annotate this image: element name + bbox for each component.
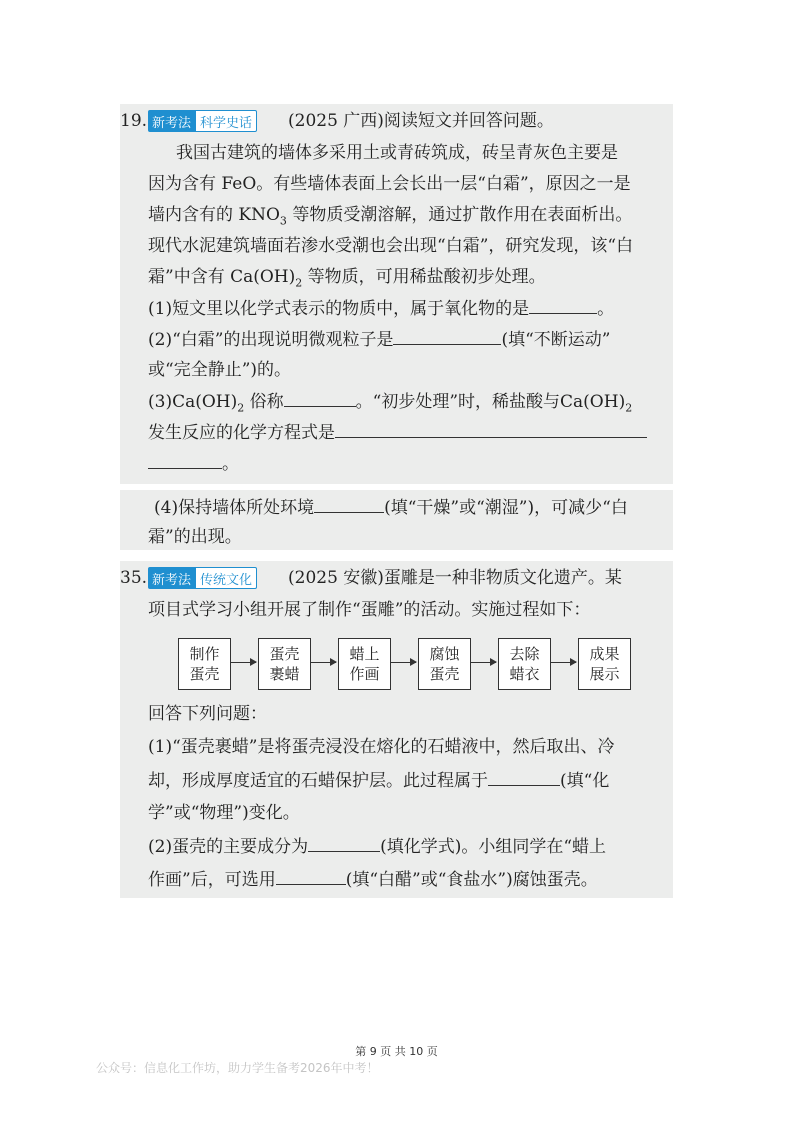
sub-question-3-cont: 发生反应的化学方程式是 — [148, 421, 647, 444]
answer-blank[interactable] — [148, 452, 222, 469]
passage-line: 我国古建筑的墙体多采用土或青砖筑成，砖呈青灰色主要是 — [176, 143, 618, 163]
question-intro-cont: 项目式学习小组开展了制作“蛋雕”的活动。实施过程如下： — [148, 600, 591, 620]
sub-question-3-end: 。 — [148, 452, 239, 475]
sub-question-1-end: 学”或“物理”)变化。 — [148, 803, 300, 823]
flow-step: 制作 蛋壳 — [178, 638, 231, 690]
question-19-continued — [120, 490, 673, 550]
sub-question-2-cont: 作画”后，可选用 (填“白醋”或“食盐水”)腐蚀蛋壳。 — [148, 870, 598, 890]
flow-step: 腐蚀 蛋壳 — [418, 638, 471, 690]
arrow-icon — [231, 662, 256, 663]
tag-new-method: 新考法 — [148, 567, 195, 589]
page-number: 第 9 页 共 10 页 — [355, 1045, 438, 1058]
question-intro: (2025 安徽)蛋雕是一种非物质文化遗产。某 — [288, 568, 622, 588]
tag-category: 传统文化 — [195, 567, 257, 589]
question-tag — [148, 567, 257, 589]
arrow-icon — [311, 662, 336, 663]
sub-question-1: (1)短文里以化学式表示的物质中，属于氧化物的是 。 — [148, 299, 615, 319]
flow-step: 去除 蜡衣 — [498, 638, 551, 690]
passage-line: 因为含有 FeO。有些墙体表面上会长出一层“白霜”，原因之一是 — [148, 174, 631, 194]
answer-prompt: 回答下列问题： — [148, 704, 267, 724]
passage-line: 墙内含有的 $KNO_3$ 等物质受潮溶解，通过扩散作用在表面析出。 — [148, 205, 633, 228]
flow-step: 成果 展示 — [578, 638, 631, 690]
flow-step: 蛋壳 裹蜡 — [258, 638, 311, 690]
arrow-icon — [471, 662, 496, 663]
arrow-icon — [551, 662, 576, 663]
tag-new-method: 新考法 — [148, 110, 195, 132]
tag-category: 科学史话 — [195, 110, 257, 132]
passage-line: 霜”中含有 $Ca(OH)_2$ 等物质，可用稀盐酸初步处理。 — [148, 267, 546, 290]
answer-blank[interactable] — [276, 868, 346, 885]
sub-question-1: (1)“蛋壳裹蜡”是将蛋壳浸没在熔化的石蜡液中，然后取出、冷 — [148, 737, 615, 757]
sub-question-3: $(3)Ca(OH)_2$ 俗称 。“初步处理”时，稀盐酸与$Ca(OH)_2$ — [148, 392, 633, 415]
answer-blank[interactable] — [335, 421, 647, 438]
sub-question-1-cont: 却，形成厚度适宜的石蜡保护层。此过程属于 (填“化 — [148, 771, 610, 791]
sub-question-4: (4)保持墙体所处环境 (填“干燥”或“潮湿”)，可减少“白 — [154, 498, 628, 518]
process-flowchart — [178, 638, 648, 690]
question-number: 19. — [120, 111, 148, 131]
answer-blank[interactable] — [284, 390, 356, 407]
answer-blank[interactable] — [308, 835, 380, 852]
question-tag — [148, 110, 257, 132]
sub-question-4-cont: 霜”的出现。 — [148, 527, 242, 547]
answer-blank[interactable] — [393, 328, 501, 345]
passage-line: 现代水泥建筑墙面若渗水受潮也会出现“白霜”，研究发现，该“白 — [148, 236, 634, 256]
answer-blank[interactable] — [314, 496, 384, 513]
sub-question-2: (2)“白霜”的出现说明微观粒子是 (填“不断运动” — [148, 330, 611, 350]
arrow-icon — [391, 662, 416, 663]
flow-step: 蜡上 作画 — [338, 638, 391, 690]
question-19-block — [120, 104, 673, 484]
answer-blank[interactable] — [488, 769, 560, 786]
question-source: (2025 广西)阅读短文并回答问题。 — [288, 111, 554, 131]
sub-question-2: (2)蛋壳的主要成分为 (填化学式)。小组同学在“蜡上 — [148, 837, 607, 857]
watermark: 公众号：信息化工作坊，助力学生备考2026年中考！ — [96, 1061, 379, 1075]
answer-blank[interactable] — [529, 297, 597, 314]
sub-question-2-cont: 或“完全静止”)的。 — [148, 360, 292, 380]
question-35-block — [120, 561, 673, 898]
question-number: 35. — [120, 568, 148, 588]
